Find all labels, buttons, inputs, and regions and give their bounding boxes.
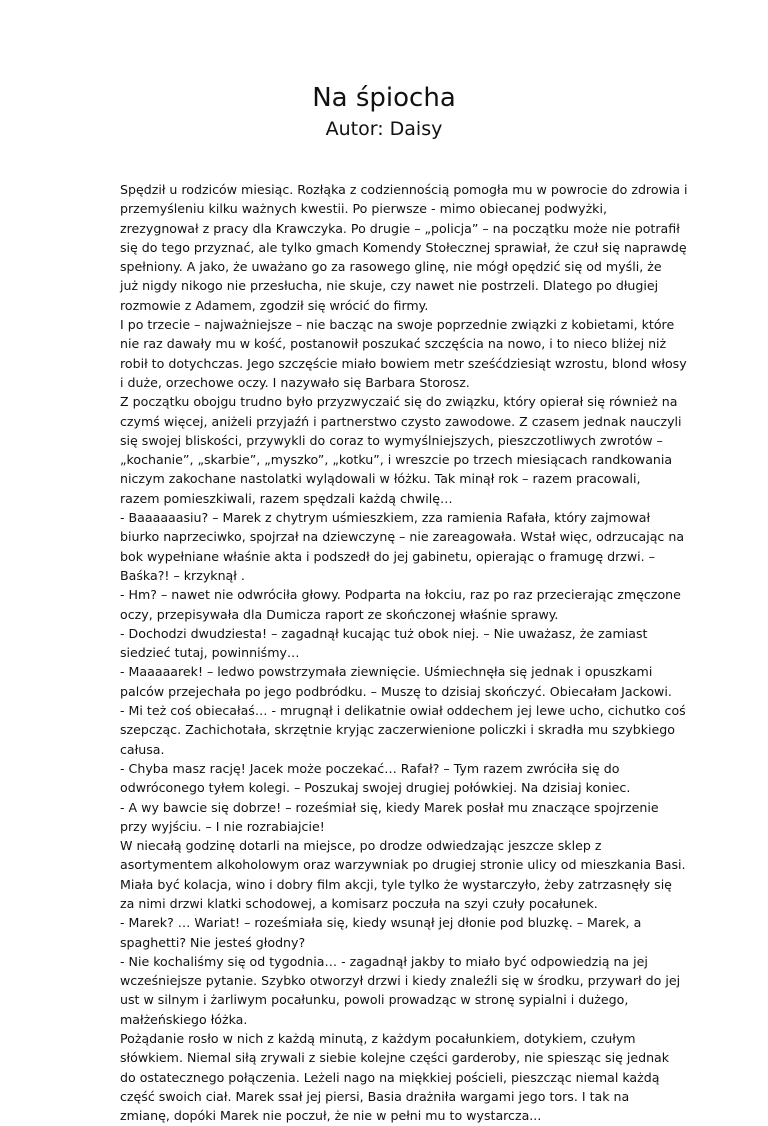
text-line: przemyśleniu kilku ważnych kwestii. Po pierwsze - mimo obiecanej podwyżki, xyxy=(120,201,607,217)
document-title: Na śpiocha xyxy=(312,83,456,113)
text-line: przy wyjściu. – I nie rozrabiajcie! xyxy=(120,818,325,834)
text-line: spaghetti? Nie jesteś głodny? xyxy=(120,934,306,950)
text-line: niczym zakochane nastolatki wylądowali w łóżku. Tak minął rok – razem pracowali, xyxy=(120,471,641,487)
text-line: „kochanie”, „skarbie”, „myszko”, „kotku”, i wreszcie po trzech miesiącach randkowania xyxy=(120,452,673,468)
text-line: W niecałą godzinę dotarli na miejsce, po drodze odwiedzając jeszcze sklep z xyxy=(120,838,602,854)
text-line: - Maaaaarek! – ledwo powstrzymała ziewnięcie. Uśmiechnęła się jednak i opuszkami xyxy=(120,664,653,680)
text-line: czymś więcej, aniżeli przyjaźń i partnerstwo czysto zawodowe. Z czasem jednak nauczyli xyxy=(120,413,682,429)
text-line: odwróconego tyłem kolegi. – Poszukaj swojej drugiej połówkiej. Na dzisiaj koniec. xyxy=(120,780,631,796)
text-line: słówkiem. Niemal siłą zrywali z siebie kolejne części garderoby, nie spiesząc się jednak xyxy=(120,1050,670,1066)
text-line: Spędził u rodziców miesiąc. Rozłąka z codziennością pomogła mu w powrocie do zdrowia i xyxy=(120,182,688,197)
text-line: do ostatecznego połączenia. Leżeli nago na miękkiej pościeli, pieszcząc niemal każdą xyxy=(120,1069,660,1085)
text-line: rozmowie z Adamem, zgodził się wrócić do firmy. xyxy=(120,297,429,313)
text-line: część swoich ciał. Marek ssał jej piersi, Basia drażniła wargami jego tors. I tak na xyxy=(120,1088,630,1104)
text-line: wcześniejsze pytanie. Szybko otworzył drzwi i kiedy znaleźli się w środku, przywarł do jej xyxy=(120,973,681,989)
document-author: Autor: Daisy xyxy=(325,118,443,140)
text-line: spełniony. A jako, że uważano go za rasowego glinę, nie mógł opędzić się od myśli, że xyxy=(120,259,662,275)
text-line: Miała być kolacja, wino i dobry film akcji, tyle tylko że wystarczyło, żeby zatrzasnęły się xyxy=(120,876,672,892)
text-line: - Dochodzi dwudziesta! – zagadnął kucając tuż obok niej. – Nie uważasz, że zamiast xyxy=(120,625,648,641)
text-line: palców przejechała po jego podbródku. – Muszę to dzisiaj skończyć. Obiecałam Jackowi. xyxy=(120,683,672,699)
text-line: - Baaaaaasiu? – Marek z chytrym uśmieszkiem, zza ramienia Rafała, który zajmował xyxy=(120,510,651,526)
text-line: I po trzecie – najważniejsze – nie bacząc na swoje poprzednie związki z kobietami, które xyxy=(120,317,675,333)
text-line: - Nie kochaliśmy się od tygodnia… - zagadnął jakby to miało być odpowiedzią na jej xyxy=(120,953,648,969)
text-line: robił to dotychczas. Jego szczęście miało bowiem metr sześćdziesiąt wzrostu, blond włosy xyxy=(120,355,687,371)
text-line: - Marek? … Wariat! – roześmiała się, kiedy wsunął jej dłonie pod bluzkę. – Marek, a xyxy=(120,915,642,931)
text-line: siedzieć tutaj, powinniśmy… xyxy=(120,645,300,661)
text-line: oczy, przepisywała dla Dumicza raport ze skończonej właśnie sprawy. xyxy=(120,606,559,622)
text-line: nie raz dawały mu w kość, postanowił poszukać szczęścia na nowo, i to nieco bliżej niż xyxy=(120,336,667,352)
text-line: szepcząc. Zachichotała, skrzętnie kryjąc zaczerwienione policzki i skradła mu szybkiego xyxy=(120,722,675,738)
text-line: bok wypełniane właśnie akta i podszedł do jej gabinetu, opierając o framugę drzwi. – xyxy=(120,548,655,564)
text-line: już nigdy nikogo nie przesłucha, nie skuje, czy nawet nie postrzeli. Dlatego po długiej xyxy=(120,278,659,294)
text-line: - Mi też coś obiecałaś… - mrugnął i delikatnie owiał oddechem jej lewe ucho, cichutko coś xyxy=(120,703,686,719)
text-line: Z początku obojgu trudno było przyzwyczaić się do związku, który opierał się również na xyxy=(120,394,678,410)
text-line: za nimi drzwi klatki schodowej, a komisarz poczuła na szyi czuły pocałunek. xyxy=(120,895,598,911)
text-line: ust w silnym i żarliwym pocałunku, powoli prowadząc w stronę sypialni i dużego, xyxy=(120,992,629,1008)
text-line: się do tego przyznać, ale tylko gmach Komendy Stołecznej sprawiał, że czuł się naprawdę xyxy=(120,239,687,255)
text-line: asortymentem alkoholowym oraz warzywniak po drugiej stronie ulicy od mieszkania Basi. xyxy=(120,857,686,873)
text-line: zrezygnował z pracy dla Krawczyka. Po drugie – „policja” – na początku może nie potrafił xyxy=(120,220,680,236)
text-line: całusa. xyxy=(120,741,165,757)
text-line: Baśka?! – krzyknął . xyxy=(120,567,245,583)
text-line: Pożądanie rosło w nich z każdą minutą, z każdym pocałunkiem, dotykiem, czułym xyxy=(120,1031,636,1047)
text-line: - A wy bawcie się dobrze! – roześmiał się, kiedy Marek posłał mu znaczące spojrzenie xyxy=(120,799,659,815)
text-line: się swojej bliskości, przywykli do coraz to wymyślniejszych, pieszczotliwych zwrotów – xyxy=(120,432,663,448)
text-line: biurko naprzeciwko, spojrzał na dziewczynę – nie zareagowała. Wstał więc, odrzucając na xyxy=(120,529,685,545)
text-line: - Chyba masz rację! Jacek może poczekać… Rafał? – Tym razem zwróciła się do xyxy=(120,760,620,776)
text-line: razem pomieszkiwali, razem spędzali każdą chwilę… xyxy=(120,490,453,506)
document-body xyxy=(120,180,688,1126)
text-line: małżeńskiego łóżka. xyxy=(120,1011,248,1027)
text-line: - Hm? – nawet nie odwróciła głowy. Podparta na łokciu, raz po raz przecierając zmęczone xyxy=(120,587,681,603)
text-line: zmianę, dopóki Marek nie poczuł, że nie w pełni mu to wystarcza... xyxy=(120,1108,542,1124)
text-line: i duże, orzechowe oczy. I nazywało się Barbara Storosz. xyxy=(120,374,470,390)
